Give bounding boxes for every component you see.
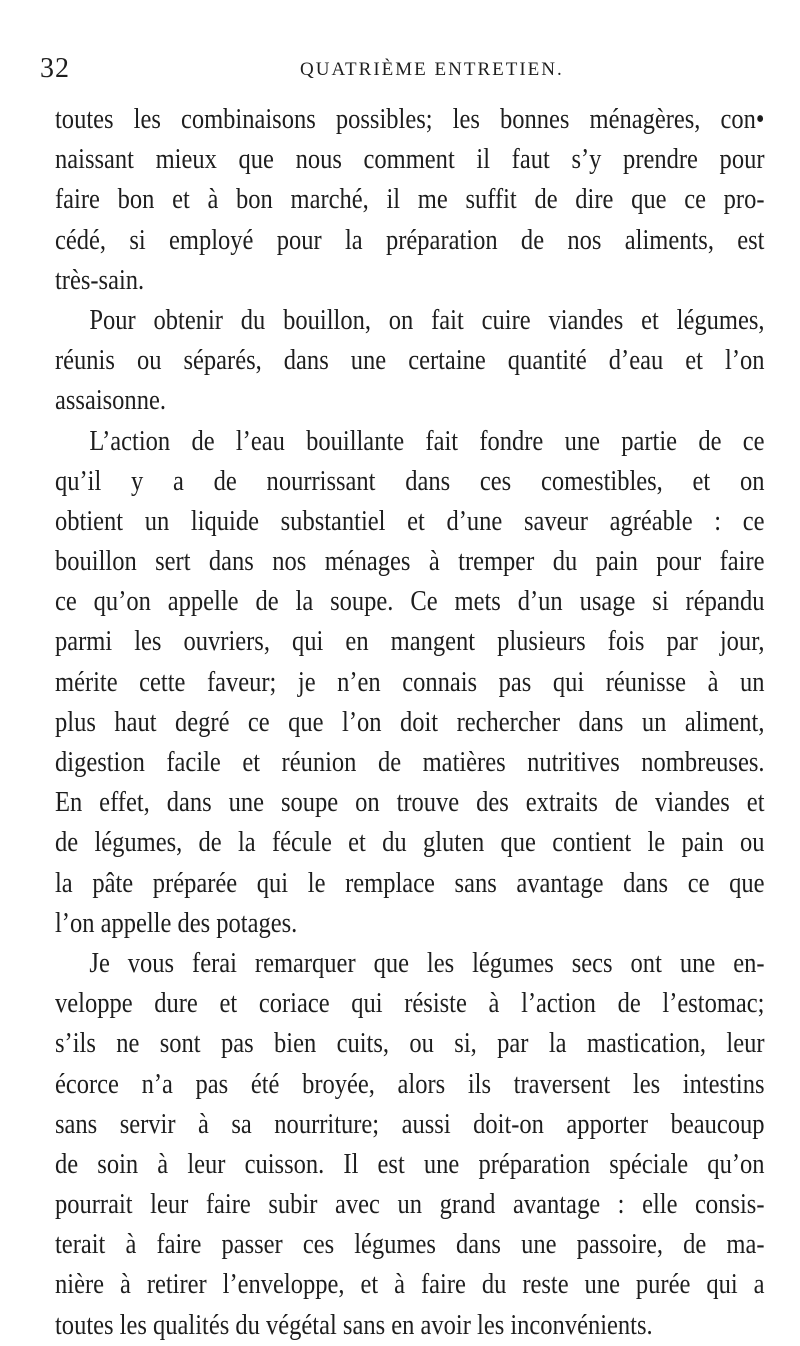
text-line: obtient un liquide substantiel et d’une saveur agréable : ce	[55, 505, 765, 537]
text-line: de légumes, de la fécule et du gluten que contient le pain ou	[55, 827, 765, 859]
paragraph	[55, 944, 765, 1346]
text-line: assaisonne.	[55, 385, 166, 417]
text-line: nière à retirer l’enveloppe, et à faire du reste une purée qui a	[55, 1269, 765, 1301]
text-line: toutes les qualités du végétal sans en avoir les inconvénients.	[55, 1309, 653, 1341]
page-number: 32	[40, 53, 70, 84]
text-line: terait à faire passer ces légumes dans une passoire, de ma-	[55, 1229, 765, 1261]
text-line: la pâte préparée qui le remplace sans avantage dans ce que	[55, 867, 765, 899]
text-line: l’on appelle des potages.	[55, 907, 298, 939]
text-line: s’ils ne sont pas bien cuits, ou si, par la mastication, leur	[55, 1028, 765, 1060]
text-line: veloppe dure et coriace qui résiste à l’action de l’estomac;	[55, 988, 765, 1020]
text-line: Je vous ferai remarquer que les légumes secs ont une en-	[89, 947, 765, 979]
text-line: digestion facile et réunion de matières nutritives nombreuses.	[55, 747, 765, 778]
text-line: réunis ou séparés, dans une certaine quantité d’eau et l’on	[55, 345, 765, 377]
text-line: faire bon et à bon marché, il me suffit de dire que ce pro-	[55, 184, 765, 216]
text-line: naissant mieux que nous comment il faut s’y prendre pour	[55, 144, 765, 176]
text-line: cédé, si employé pour la préparation de nos aliments, est	[55, 224, 765, 256]
text-line: bouillon sert dans nos ménages à tremper du pain pour faire	[55, 546, 765, 578]
text-line: ce qu’on appelle de la soupe. Ce mets d’un usage si répandu	[55, 586, 765, 618]
text-line: mérite cette faveur; je n’en connais pas qui réunisse à un	[55, 666, 765, 698]
page-body	[55, 100, 765, 1346]
paragraph	[55, 100, 765, 301]
text-line: plus haut degré ce que l’on doit rechercher dans un aliment,	[55, 706, 765, 738]
text-line: de soin à leur cuisson. Il est une préparation spéciale qu’on	[55, 1148, 765, 1180]
page-header	[40, 54, 760, 84]
text-line: sans servir à sa nourriture; aussi doit-on apporter beaucoup	[55, 1108, 765, 1140]
text-line: toutes les combinaisons possibles; les bonnes ménagères, con•	[55, 104, 765, 135]
text-line: Pour obtenir du bouillon, on fait cuire viandes et légumes,	[89, 304, 765, 336]
text-line: écorce n’a pas été broyée, alors ils traversent les intestins	[55, 1068, 765, 1100]
paragraph	[55, 422, 765, 944]
paragraph	[55, 301, 765, 422]
text-line: En effet, dans une soupe on trouve des extraits de viandes et	[55, 787, 765, 819]
text-line: parmi les ouvriers, qui en mangent plusieurs fois par jour,	[55, 626, 765, 658]
text-line: très-sain.	[55, 264, 145, 296]
text-line: qu’il y a de nourrissant dans ces comestibles, et on	[55, 465, 765, 497]
running-title: QUATRIÈME ENTRETIEN.	[300, 59, 564, 80]
text-line: L’action de l’eau bouillante fait fondre une partie de ce	[89, 425, 765, 457]
text-line: pourrait leur faire subir avec un grand avantage : elle consis-	[55, 1189, 765, 1221]
